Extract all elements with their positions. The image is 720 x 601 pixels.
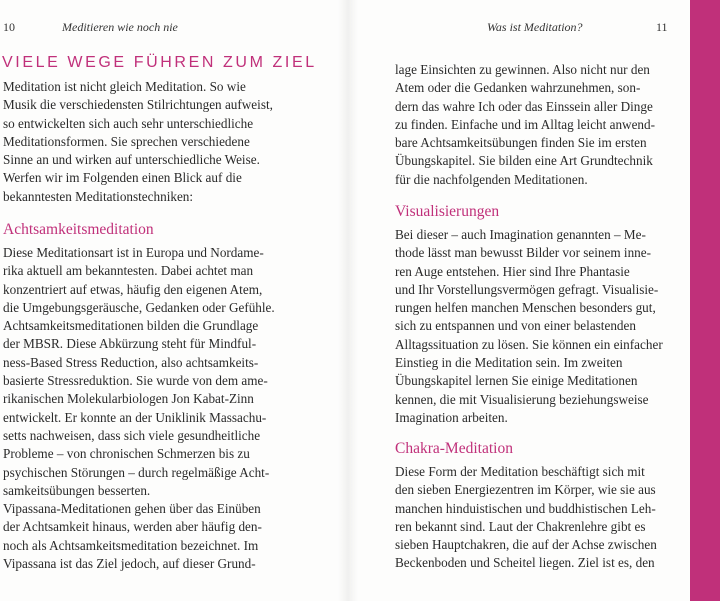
text-line: Meditationsformen. Sie sprechen verschiedene — [3, 133, 250, 149]
text-line: Diese Meditationsart ist in Europa und Nordame- — [3, 245, 264, 260]
text-line: Übungskapitel. Sie bilden eine Art Grundtechnik — [395, 153, 653, 169]
left-running-head: Meditieren wie noch nie — [62, 20, 178, 34]
text-line: Vipassana-Meditationen gehen über das Einüben — [3, 501, 261, 517]
text-line: kennen, die mit Visualisierung beziehungsweise — [395, 391, 649, 407]
section-heading-chakra: Chakra-Meditation — [395, 440, 513, 457]
text-line: Musik die verschiedensten Stilrichtungen aufweist, — [3, 97, 273, 113]
text-line: Achtsamkeitsmeditationen bilden die Grundlage — [3, 318, 259, 334]
right-running-head: Was ist Meditation? — [487, 20, 583, 34]
section-achtsamkeit — [3, 220, 275, 573]
text-line: Alltagssituation zu lösen. Sie können ein einfacher — [395, 336, 663, 352]
right-page-number: 11 — [656, 20, 668, 34]
section-heading-achtsamkeit: Achtsamkeitsmeditation — [3, 221, 154, 238]
text-line: setts nachweisen, dass sich viele gesundheitliche — [3, 427, 261, 443]
text-line: rikanischen Molekularbiologen Jon Kabat-Zinn — [3, 391, 254, 407]
text-line: sieben Hauptchakren, die auf der Achse zwischen — [395, 537, 657, 553]
text-line: und Ihr Vorstellungsvermögen gefragt. Visualisie- — [395, 281, 659, 297]
text-line: Vipassana ist das Ziel jedoch, auf dieser Grund- — [3, 556, 256, 572]
text-line: bare Achtsamkeitsübungen finden Sie im ersten — [395, 135, 647, 151]
text-line: sich zu entspannen und von einer belastenden — [395, 318, 636, 334]
text-line: konzentriert auf etwas, häufig den eigenen Atem, — [3, 281, 263, 297]
right-continuation-paragraph — [395, 61, 655, 189]
chapter-edge-marker — [690, 0, 720, 601]
text-line: der Achtsamkeit hinaus, werden aber häufig den- — [3, 519, 262, 535]
text-line: Bei dieser – auch Imagination genannten – Me- — [395, 227, 646, 242]
section-heading-visualisierungen: Visualisierungen — [395, 203, 500, 220]
text-line: samkeitsübungen besserten. — [3, 482, 151, 498]
text-line: Meditation ist nicht gleich Meditation. So wie — [3, 79, 246, 94]
book-gutter — [338, 0, 358, 601]
text-line: dern das wahre Ich oder das Einssein aller Dinge — [395, 98, 653, 114]
text-line: basierte Stressreduktion. Sie wurde von dem ame- — [3, 373, 268, 389]
text-line: Diese Form der Meditation beschäftigt sich mit — [395, 464, 645, 479]
text-line: für die nachfolgenden Meditationen. — [395, 171, 588, 187]
text-line: zu finden. Einfache und im Alltag leicht anwend- — [395, 116, 656, 132]
chapter-title: VIELE WEGE FÜHREN ZUM ZIEL — [2, 54, 317, 71]
left-page-number: 10 — [3, 20, 15, 34]
text-line: Übungskapitel lernen Sie einige Meditationen — [395, 373, 638, 389]
text-line: der MBSR. Diese Abkürzung steht für Mindful- — [3, 336, 257, 352]
text-line: Einstieg in die Meditation sein. Im zweiten — [395, 355, 623, 371]
text-line: Werfen wir im Folgenden einen Blick auf die — [3, 170, 242, 186]
section-chakra — [395, 439, 657, 573]
text-line: entwickelt. Er konnte an der Uniklinik Massachu- — [3, 409, 267, 425]
text-line: manchen hinduistischen und buddhistischen Leh- — [395, 500, 656, 516]
text-line: lage Einsichten zu gewinnen. Also nicht nur den — [395, 62, 650, 77]
text-line: Probleme – von chronischen Schmerzen bis zu — [3, 446, 250, 462]
text-line: Beckenboden und Scheitel liegen. Ziel ist es, den — [395, 555, 655, 571]
text-line: Atem oder die Gedanken wahrzunehmen, son- — [395, 80, 641, 96]
section-visualisierungen — [395, 202, 663, 427]
text-line: ness-Based Stress Reduction, also achtsamkeits- — [3, 354, 259, 370]
text-line: bekanntesten Meditationstechniken: — [3, 188, 194, 204]
text-line: noch als Achtsamkeitsmeditation bezeichnet. Im — [3, 537, 259, 553]
text-line: die Umgebungsgeräusche, Gedanken oder Gefühle. — [3, 299, 275, 315]
text-line: Imagination arbeiten. — [395, 409, 508, 425]
text-line: psychischen Störungen – durch regelmäßige Acht- — [3, 464, 270, 480]
text-line: rika aktuell am bekanntesten. Dabei achtet man — [3, 263, 254, 279]
text-line: so entwickelten sich auch sehr unterschiedliche — [3, 115, 254, 131]
text-line: ren bekannt sind. Laut der Chakrenlehre gibt es — [395, 518, 646, 534]
left-intro-paragraph — [3, 78, 273, 206]
text-line: den sieben Energiezentren im Körper, wie sie aus — [395, 482, 656, 498]
text-line: rungen helfen manchen Menschen besonders gut, — [395, 300, 656, 316]
text-line: thode lässt man bewusst Bilder vor seinem inne- — [395, 245, 652, 261]
text-line: ren Auge entstehen. Hier sind Ihre Phantasie — [395, 263, 630, 279]
text-line: Sinne an und wirken auf unterschiedliche Weise. — [3, 152, 260, 168]
